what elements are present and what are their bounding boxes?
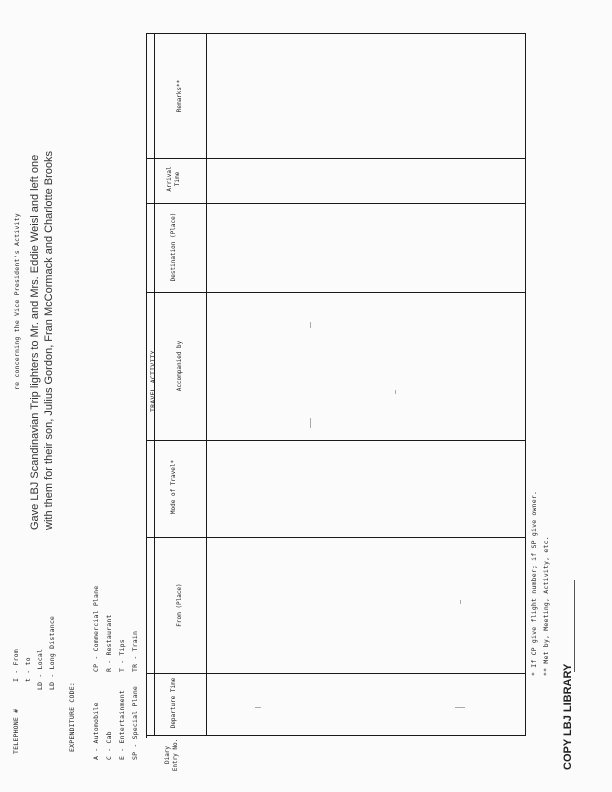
footnote-remarks: ** Met by, Meeting, Activity, etc.	[542, 536, 550, 676]
library-copy-stamp: COPY LBJ LIBRARY	[562, 663, 574, 770]
expenditure-special-plane: SP - Special Plane	[131, 685, 139, 760]
stamp-underline	[574, 580, 575, 672]
header-band-rule	[206, 33, 207, 736]
scan-speck	[310, 418, 311, 428]
col-sep-4	[146, 292, 526, 293]
expenditure-train: TR - Train	[131, 630, 139, 672]
footnote-flight: * If CP give flight number; if SP give owner.	[530, 490, 538, 676]
col-header-accompanied-by: Accompanied by	[176, 340, 183, 392]
col-header-destination: Destination (Place)	[170, 212, 177, 282]
expenditure-title: EXPENDITURE CODE:	[68, 682, 76, 752]
col-header-arrival-time: Arrival Time	[166, 166, 181, 192]
scan-speck	[310, 322, 311, 328]
code-long-distance: LD - Long Distance	[48, 615, 56, 690]
table-left-border-outer	[146, 33, 147, 736]
telephone-label: TELEPHONE #	[12, 708, 20, 754]
col-sep-3	[146, 440, 526, 441]
code-local: LD - Local	[36, 648, 44, 690]
col-header-from-place: From (Place)	[176, 583, 183, 627]
code-from: I - From	[12, 649, 20, 682]
table-bottom-border	[146, 735, 526, 736]
scan-speck	[255, 707, 261, 708]
col-header-mode-of-travel: Mode of Travel*	[170, 459, 177, 515]
expenditure-cab: C - Cab	[105, 731, 113, 760]
col-sep-2	[146, 537, 526, 538]
travel-activity-title: TRAVEL ACTIVITY	[149, 350, 157, 412]
concerning-line: re concerning the Vice President's Activity	[13, 213, 21, 390]
expenditure-tips: T - Tips	[118, 639, 126, 672]
col-sep-1	[146, 673, 526, 674]
expenditure-automobile: A - Automobile	[92, 702, 100, 760]
table-right-border	[525, 33, 526, 736]
col-sep-6	[146, 158, 526, 159]
handwritten-note: Gave LBJ Scandinavian Trip lighters to Mr. and Mrs. Eddie Weisl and left one with them for their son, Julius Gordon, Fran McCormack and Charlotte Brooks	[29, 150, 55, 530]
col-sep-5	[146, 203, 526, 204]
col-header-departure-time: Departure Time	[170, 677, 177, 729]
code-to: t - to	[24, 657, 32, 682]
col-header-diary-entry: Diary Entry No.	[164, 738, 179, 772]
expenditure-entertainment: E - Entertainment	[118, 690, 126, 760]
table-top-border	[146, 33, 526, 34]
scan-speck	[395, 390, 396, 394]
expenditure-commercial-plane: CP - Commercial Plane	[92, 585, 100, 672]
col-header-remarks: Remarks**	[176, 79, 183, 113]
scan-speck	[460, 600, 461, 604]
scan-speck	[455, 707, 465, 708]
expenditure-restaurant: R - Restaurant	[105, 614, 113, 672]
